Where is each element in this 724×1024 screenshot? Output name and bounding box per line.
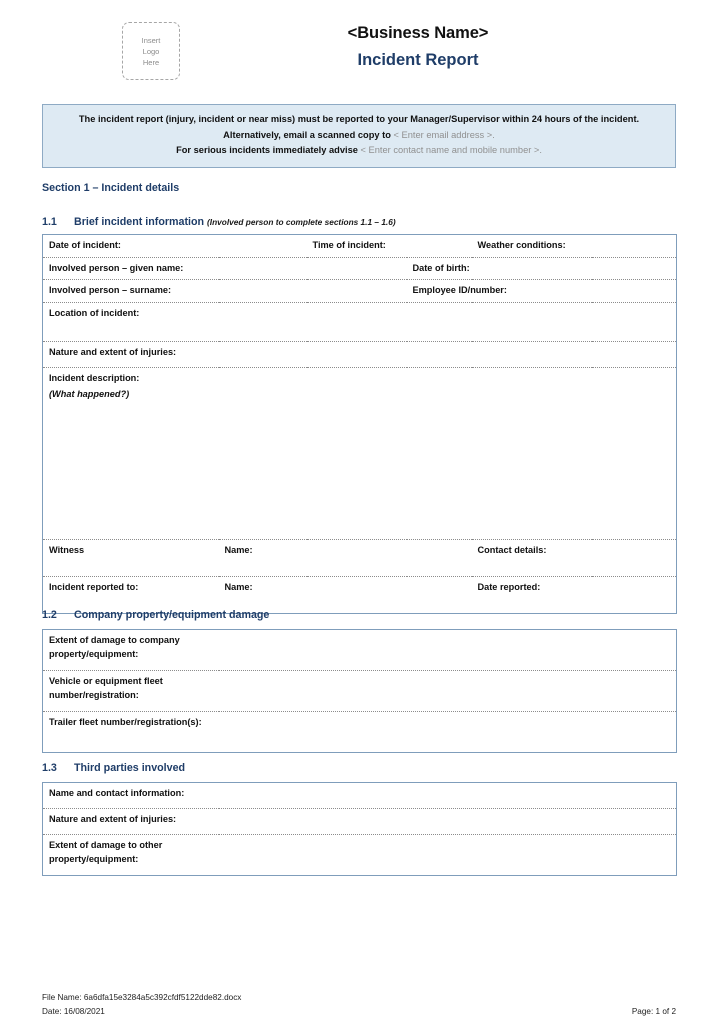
section-1-3-title: Third parties involved: [74, 762, 186, 774]
notice-line-2: [56, 143, 662, 159]
table-row: [43, 367, 677, 539]
input-extent-of-damage-to-company-property[interactable]: [219, 630, 677, 671]
label-weather-conditions: Weather conditions:: [472, 235, 592, 258]
reporting-notice: [42, 104, 676, 168]
label-location-of-incident: Location of incident:: [43, 302, 219, 341]
table-third-parties-involved: [42, 782, 677, 876]
footer-date: Date: 16/08/2021: [42, 1007, 105, 1016]
input-time-of-incident[interactable]: [407, 235, 472, 258]
document-header: [0, 0, 724, 76]
input-date-reported[interactable]: [592, 576, 677, 613]
input-involved-person-surname[interactable]: [307, 280, 407, 303]
section-1-2-number: 1.2: [42, 609, 57, 621]
label-witness-contact-details: Contact details:: [472, 539, 592, 576]
table-row: [43, 257, 677, 280]
label-nature-and-extent-of-injuries: Nature and extent of injuries:: [43, 341, 219, 367]
label-incident-description: [43, 367, 219, 539]
business-name: <Business Name>: [347, 24, 489, 42]
section-1-3-number: 1.3: [42, 762, 57, 774]
footer-file-name: File Name: 6a6dfa15e3284a5c392cfdf5122dde82.docx: [42, 993, 242, 1002]
notice-line-2-text: For serious incidents immediately advise: [176, 145, 358, 155]
input-witness-name[interactable]: [307, 539, 472, 576]
table-row: [43, 835, 677, 876]
input-location-of-incident[interactable]: [219, 302, 677, 341]
input-witness-contact-details[interactable]: [592, 539, 677, 576]
table-row: [43, 235, 677, 258]
label-involved-person-surname: Involved person – surname:: [43, 280, 307, 303]
table-company-property-damage: [42, 629, 677, 753]
label-extent-of-damage-to-other-property: Extent of damage to other property/equipment:: [43, 835, 219, 876]
table-row: [43, 280, 677, 303]
label-trailer-fleet-number: Trailer fleet number/registration(s):: [43, 712, 219, 753]
label-employee-id: Employee ID/number:: [407, 280, 592, 303]
label-time-of-incident: Time of incident:: [307, 235, 407, 258]
label-date-of-incident: Date of incident:: [43, 235, 219, 258]
page-title: Incident Report: [357, 51, 479, 69]
label-witness: Witness: [43, 539, 219, 576]
section-1-3-heading: [42, 762, 185, 774]
section-1-1-heading: [42, 216, 396, 228]
input-vehicle-or-equipment-fleet-number[interactable]: [219, 671, 677, 712]
input-trailer-fleet-number[interactable]: [219, 712, 677, 753]
label-extent-of-damage-to-company-property: Extent of damage to company property/equipment:: [43, 630, 219, 671]
label-incident-reported-to: Incident reported to:: [43, 576, 219, 613]
label-date-of-birth: Date of birth:: [407, 257, 592, 280]
footer-bottom-row: [42, 1005, 676, 1019]
section-1-1-hint: (Involved person to complete sections 1.1 – 1.6): [207, 217, 396, 227]
table-row: [43, 809, 677, 835]
table-row: [43, 783, 677, 809]
input-reported-to-name[interactable]: [307, 576, 472, 613]
table-row: [43, 302, 677, 341]
label-reported-to-name: Name:: [219, 576, 307, 613]
section-1-heading: Section 1 – Incident details: [42, 182, 180, 194]
logo-placeholder-line-1: Insert: [141, 35, 161, 45]
input-extent-of-damage-to-other-property[interactable]: [219, 835, 677, 876]
section-1-1-title: Brief incident information: [74, 216, 205, 228]
table-row: [43, 630, 677, 671]
document-footer: [42, 991, 676, 1019]
input-date-of-birth[interactable]: [592, 257, 677, 280]
table-row: [43, 341, 677, 367]
input-involved-person-given-name[interactable]: [307, 257, 407, 280]
label-involved-person-given-name: Involved person – given name:: [43, 257, 307, 280]
table-brief-incident-information: [42, 234, 677, 614]
section-1-2-heading: [42, 609, 269, 621]
input-weather-conditions[interactable]: [592, 235, 677, 258]
label-incident-description-text: Incident description:: [49, 372, 140, 383]
notice-line-1-text: The incident report (injury, incident or near miss) must be reported to your Manager/Supervisor within 24 hours of the incident. Alternatively, email a scanned copy to: [78, 114, 640, 140]
input-employee-id[interactable]: [592, 280, 677, 303]
title-block: [258, 22, 578, 71]
table-row: [43, 712, 677, 753]
label-third-party-name-and-contact: Name and contact information:: [43, 783, 219, 809]
logo-placeholder-line-2: Logo: [142, 46, 160, 56]
notice-email-placeholder[interactable]: < Enter email address >.: [393, 129, 495, 140]
notice-line-1: [56, 112, 662, 143]
footer-page-number: Page: 1 of 2: [631, 1007, 676, 1016]
input-nature-and-extent-of-injuries[interactable]: [219, 341, 677, 367]
logo-placeholder-line-3: Here: [142, 57, 160, 67]
section-1-1-number: 1.1: [42, 216, 57, 228]
label-third-party-nature-of-injuries: Nature and extent of injuries:: [43, 809, 219, 835]
notice-contact-placeholder[interactable]: < Enter contact name and mobile number >.: [360, 145, 542, 155]
input-incident-description[interactable]: [219, 367, 677, 539]
label-witness-name: Name:: [219, 539, 307, 576]
input-third-party-name-and-contact[interactable]: [219, 783, 677, 809]
section-1-2-title: Company property/equipment damage: [74, 609, 270, 621]
label-date-reported: Date reported:: [472, 576, 592, 613]
logo-placeholder[interactable]: [122, 22, 180, 80]
input-third-party-nature-of-injuries[interactable]: [219, 809, 677, 835]
table-row: [43, 576, 677, 613]
input-date-of-incident[interactable]: [219, 235, 307, 258]
table-row: [43, 671, 677, 712]
table-row: [43, 539, 677, 576]
label-incident-description-note: (What happened?): [49, 389, 130, 399]
label-vehicle-or-equipment-fleet-number: Vehicle or equipment fleet number/registration:: [43, 671, 219, 712]
